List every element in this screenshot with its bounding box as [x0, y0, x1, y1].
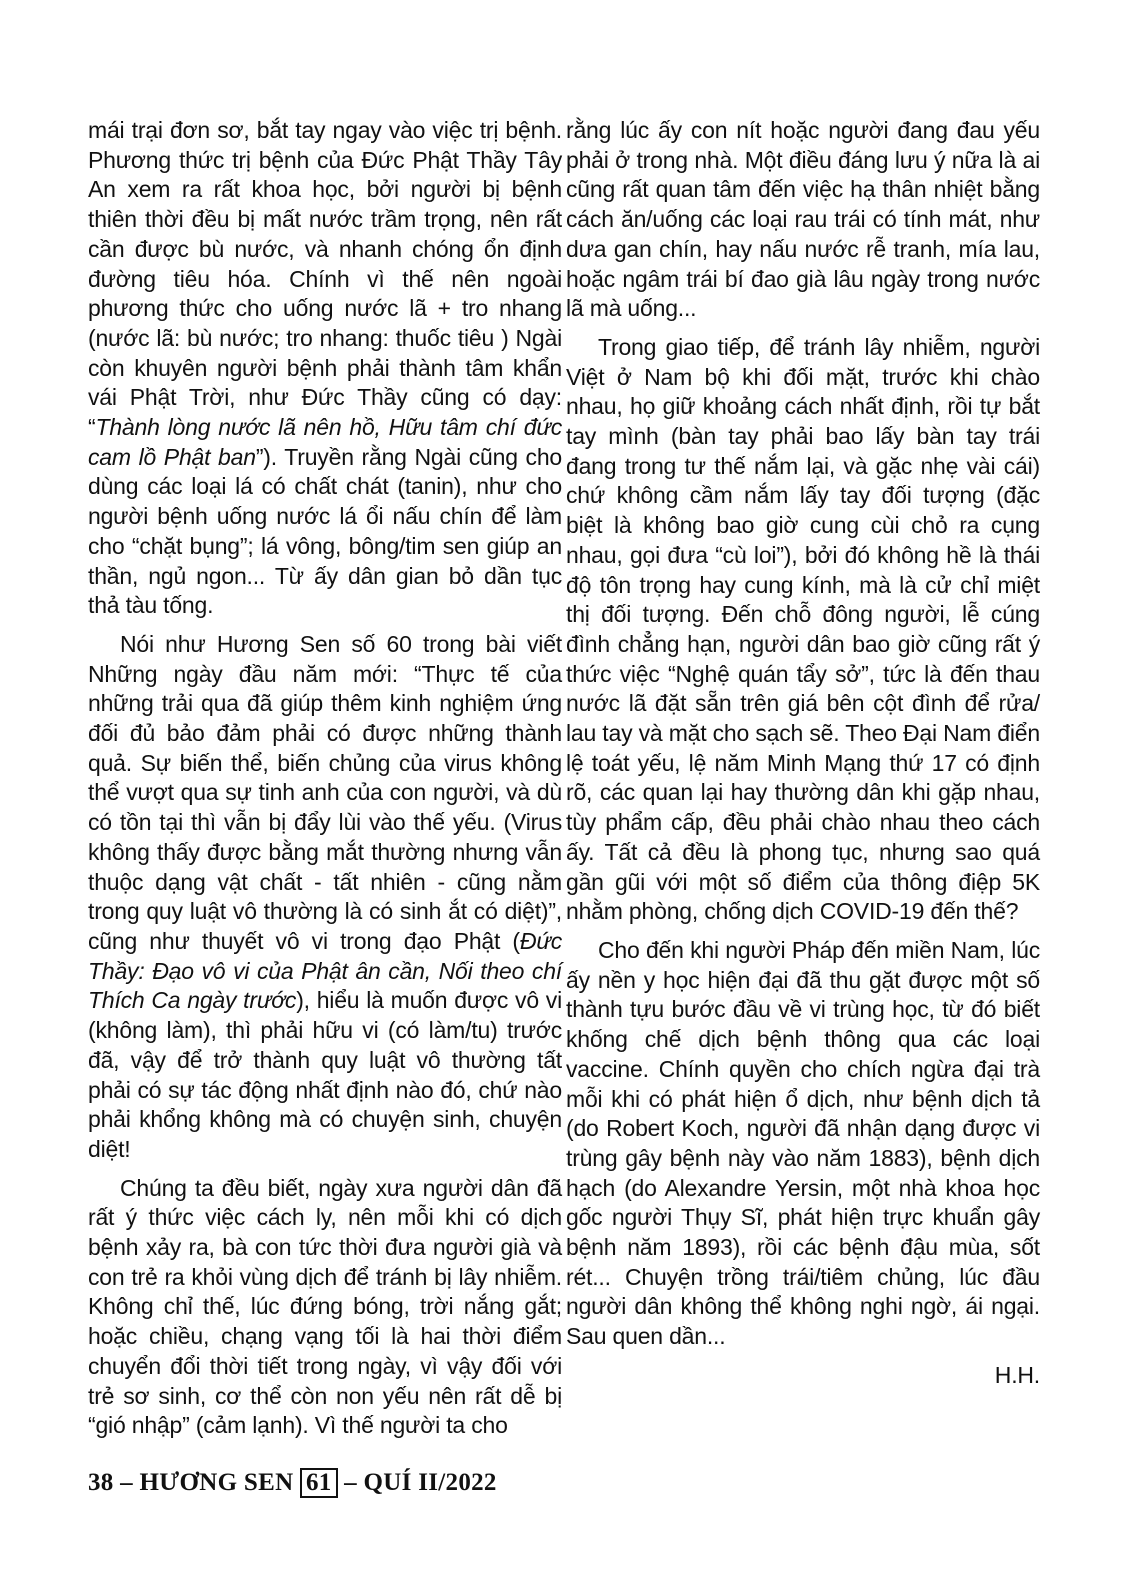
italic-quote: Thành lòng nước lã nên hồ, Hữu tâm chí đức cam lồ Phật ban — [88, 414, 562, 470]
paragraph — [88, 116, 562, 621]
magazine-title: HƯƠNG SEN — [139, 1469, 294, 1496]
left-column — [88, 116, 562, 1450]
paragraph: Cho đến khi người Pháp đến miền Nam, lúc ấy nền y học hiện đại đã thu gặt được một số thành tựu bước đầu về vi trùng học, từ đó biết khống chế dịch bệnh thông qua các loại vaccine. Chính quyền cho chích ngừa đại trà mỗi khi có phát hiện ổ dịch, như bệnh dịch tả (do Robert Koch, người đã nhận dạng được vi trùng gây bệnh này vào năm 1883), bệnh dịch hạch (do Alexandre Yersin, một nhà khoa học gốc người Thụy Sĩ, phát hiện trực khuẩn gây bệnh năm 1893), rồi các bệnh đậu mùa, sốt rét... Chuyện trồng trái/tiêm chủng, lúc đầu người dân không thể không nghi ngờ, ái ngại. Sau quen dần... — [566, 936, 1040, 1350]
text-run: Nói như Hương Sen số 60 trong bài viết Những ngày đầu năm mới: “Thực tế của những trải qua đã giúp thêm kinh nghiệm ứng đối đủ bảo đảm phải có được những thành quả. Sự biến thể, biến chủng của virus không thể vượt qua sự tinh anh của con người, và dù có tồn tại thì vẫn bị đẩy lùi vào thế yếu. (Virus không thấy được bằng mắt thường nhưng vẫn thuộc dạng vật chất - tất nhiên - cũng nằm trong quy luật vô thường là có sinh ắt có diệt)”, cũng như thuyết vô vi trong đạo Phật ( — [88, 630, 562, 954]
page-number: 38 — [88, 1469, 114, 1496]
separator: – — [344, 1469, 357, 1496]
paragraph: Chúng ta đều biết, ngày xưa người dân đã rất ý thức việc cách ly, nên mỗi khi có dịch bệnh xảy ra, bà con tức thời đưa người già và con trẻ ra khỏi vùng dịch để tránh bị lây nhiễm. Không chỉ thế, lúc đứng bóng, trời nắng gắt; hoặc chiều, chạng vạng tối là hai thời điểm chuyển đổi thời tiết trong ngày, vì vậy đối với trẻ sơ sinh, cơ thể còn non yếu nên rất dễ bị “gió nhập” (cảm lạnh). Vì thế người ta cho — [88, 1174, 562, 1439]
separator: – — [120, 1469, 133, 1496]
author-signature: H.H. — [994, 1361, 1040, 1388]
text-run: mái trại đơn sơ, bắt tay ngay vào việc trị bệnh. Phương thức trị bệnh của Đức Phật Thầy Tây An xem ra rất khoa học, bởi người bị bệnh thiên thời đều bị mất nước trầm trọng, nên rất cần được bù nước, và nhanh chóng ổn định đường tiêu hóa. Chính vì thế nên ngoài phương thức cho uống nước lã + tro nhang (nước lã: bù nước; tro nhang: thuốc tiêu ) Ngài còn khuyên người bệnh phải thành tâm khẩn vái Phật Trời, như Đức Thầy cũng có dạy: “ — [88, 117, 562, 441]
paragraph: Trong giao tiếp, để tránh lây nhiễm, người Việt ở Nam bộ khi đối mặt, trước khi chào nhau, họ giữ khoảng cách nhất định, rồi tự bắt tay mình (bàn tay phải bao lấy bàn tay trái đang trong tư thế nắm lại, và gặc nhẹ vài cái) chứ không cầm nắm lấy tay đối tượng (đặc biệt là không bao giờ cung cùi chỏ ra cụng nhau, gọi đưa “cù loi”), bởi đó không hề là thái độ tôn trọng hay cung kính, mà là cử chỉ miệt thị đối tượng. Đến chỗ đông người, lễ cúng đình chẳng hạn, người dân bao giờ cũng rất ý thức việc “Nghệ quán tẩy sở”, tức là đến thau nước lã đặt sẵn trên giá bên cột đình để rửa/ lau tay và mặt cho sạch sẽ. Theo Đại Nam điển lệ toát yếu, lệ năm Minh Mạng thứ 17 có định rõ, các quan lại hay thường dân khi gặp nhau, tùy phẩm cấp, đều phải chào nhau theo cách ấy. Tất cả đều là phong tục, nhưng sao quá gần gũi với một số điểm của thông điệp 5K nhằm phòng, chống dịch COVID-19 đến thế? — [566, 333, 1040, 925]
page-footer — [88, 1468, 497, 1498]
italic-quote: Đức Thầy: Đạo vô vi của Phật ân cần, Nối theo chí Thích Ca ngày trước — [88, 927, 562, 1014]
issue-quarter: QUÍ II/2022 — [363, 1469, 497, 1496]
paragraph: rằng lúc ấy con nít hoặc người đang đau yếu phải ở trong nhà. Một điều đáng lưu ý nữa là ai cũng rất quan tâm đến việc hạ thân nhiệt bằng cách ăn/uống các loại rau trái có tính mát, như dưa gan chín, hay nấu nước rễ tranh, mía lau, hoặc ngâm trái bí đao già lâu ngày trong nước lã mà uống... — [566, 117, 1040, 322]
text-run: ”). Truyền rằng Ngài cũng cho dùng các loại lá có chất chát (tanin), như cho người bệnh uống nước lá ổi nấu chín để làm cho “chặt bụng”; lá vông, bông/tim sen giúp an thần, ngủ ngon... Từ ấy dân gian bỏ dần tục thả tàu tống. — [88, 443, 563, 619]
paragraph — [88, 630, 562, 1165]
text-run: ), hiểu là muốn được vô vi (không làm), thì phải hữu vi (có làm/tu) trước đã, vậy để trở thành quy luật vô thường tất phải có sự tác động nhất định nào đó, chứ nào phải khổng không mà có chuyện sinh, chuyện diệt! — [88, 987, 562, 1162]
right-column — [566, 116, 1040, 1391]
issue-number-box: 61 — [300, 1468, 338, 1498]
